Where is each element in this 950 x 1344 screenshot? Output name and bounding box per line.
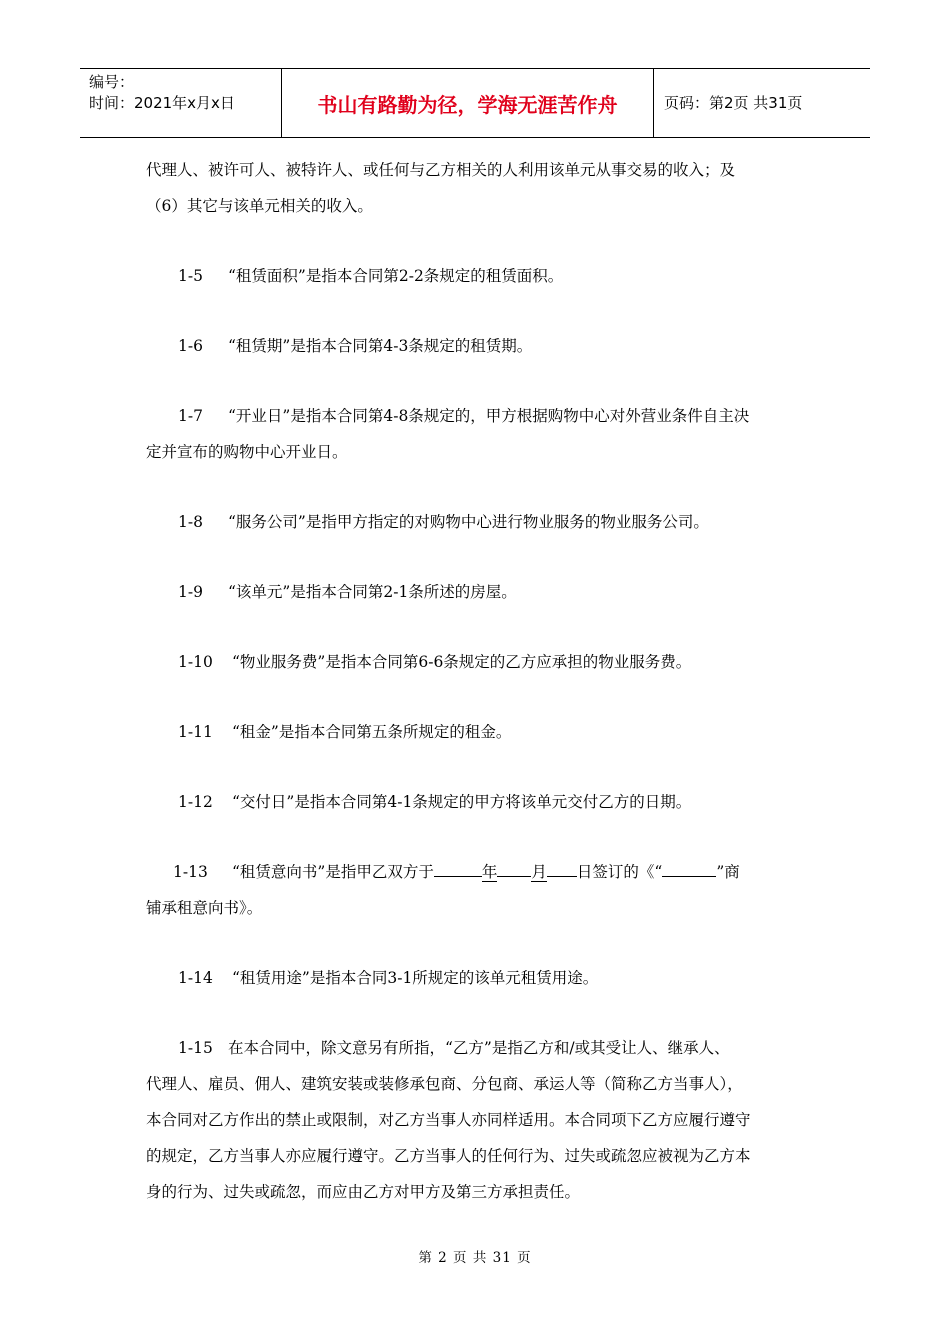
clause-1-8	[146, 504, 806, 540]
document-header	[80, 68, 870, 138]
clause-text: “该单元”是指本合同第2-1条所述的房屋。	[228, 583, 517, 601]
clause-continuation: 的规定，乙方当事人亦应履行遵守。乙方当事人的任何行为、过失或疏忽应被视为乙方本	[146, 1147, 751, 1165]
clause-number: 1-14	[178, 969, 213, 987]
clause-1-15	[146, 1030, 806, 1066]
header-left-cell	[89, 72, 235, 114]
clause-number: 1-15	[178, 1039, 213, 1057]
clause-continuation: 本合同对乙方作出的禁止或限制，对乙方当事人亦同样适用。本合同项下乙方应履行遵守	[146, 1111, 751, 1129]
clause-1-12	[146, 784, 806, 820]
clause-number: 1-11	[178, 723, 213, 741]
clause-text: “物业服务费”是指本合同第6-6条规定的乙方应承担的物业服务费。	[232, 653, 692, 671]
clause-1-5	[146, 258, 806, 294]
clause-number: 1-13	[173, 863, 208, 881]
clause-1-13	[146, 854, 806, 890]
header-page-label: 页码：第2页 共31页	[664, 94, 803, 112]
clause-number: 1-5	[178, 267, 203, 285]
blank-field	[662, 860, 716, 877]
paragraph-line: （6）其它与该单元相关的收入。	[146, 197, 373, 215]
clause-continuation: 身的行为、过失或疏忽，而应由乙方对甲方及第三方承担责任。	[146, 1183, 581, 1201]
clause-1-10	[146, 644, 806, 680]
clause-text: “租赁期”是指本合同第4-3条规定的租赁期。	[228, 337, 533, 355]
header-divider	[653, 69, 654, 137]
year-label: 年	[481, 863, 498, 881]
time-label: 时间：2021年x月x日	[89, 94, 235, 112]
clause-number: 1-12	[178, 793, 213, 811]
clause-text: “开业日”是指本合同第4-8条规定的，甲方根据购物中心对外营业条件自主决	[228, 407, 750, 425]
clause-1-14	[146, 960, 806, 996]
blank-field	[434, 860, 482, 877]
clause-text: “租赁意向书”是指甲乙双方于	[232, 863, 434, 881]
clause-number: 1-8	[178, 513, 203, 531]
page-footer: 第 2 页 共 31 页	[418, 1250, 532, 1266]
clause-number: 1-9	[178, 583, 203, 601]
clause-continuation: 代理人、雇员、佣人、建筑安装或装修承包商、分包商、承运人等（简称乙方当事人），	[146, 1075, 743, 1093]
clause-text: “交付日”是指本合同第4-1条规定的甲方将该单元交付乙方的日期。	[232, 793, 692, 811]
clause-text: “租赁用途”是指本合同3-1所规定的该单元租赁用途。	[232, 969, 599, 987]
clause-1-7	[146, 398, 806, 434]
clause-1-9	[146, 574, 806, 610]
clause-continuation: 铺承租意向书》。	[146, 899, 263, 917]
document-body	[146, 152, 806, 1210]
clause-text: “租赁面积”是指本合同第2-2条规定的租赁面积。	[228, 267, 564, 285]
clause-text: 在本合同中，除文意另有所指，“乙方”是指乙方和/或其受让人、继承人、	[228, 1039, 730, 1057]
paragraph-line: 代理人、被许可人、被特许人、或任何与乙方相关的人利用该单元从事交易的收入；及	[146, 161, 736, 179]
number-label: 编号：	[89, 73, 135, 91]
month-label: 月	[531, 863, 547, 881]
clause-number: 1-7	[178, 407, 203, 425]
blank-field	[547, 860, 577, 877]
clause-text: ”商	[716, 863, 740, 881]
clause-text: “服务公司”是指甲方指定的对购物中心进行物业服务的物业服务公司。	[228, 513, 709, 531]
clause-text: 日签订的《“	[576, 863, 663, 881]
clause-text: “租金”是指本合同第五条所规定的租金。	[232, 723, 512, 741]
clause-1-6	[146, 328, 806, 364]
clause-number: 1-6	[178, 337, 203, 355]
blank-field	[497, 860, 531, 877]
clause-continuation: 定并宣布的购物中心开业日。	[146, 443, 348, 461]
clause-number: 1-10	[178, 653, 213, 671]
clause-1-11	[146, 714, 806, 750]
header-motto: 书山有路勤为径，学海无涯苦作舟	[317, 92, 618, 117]
